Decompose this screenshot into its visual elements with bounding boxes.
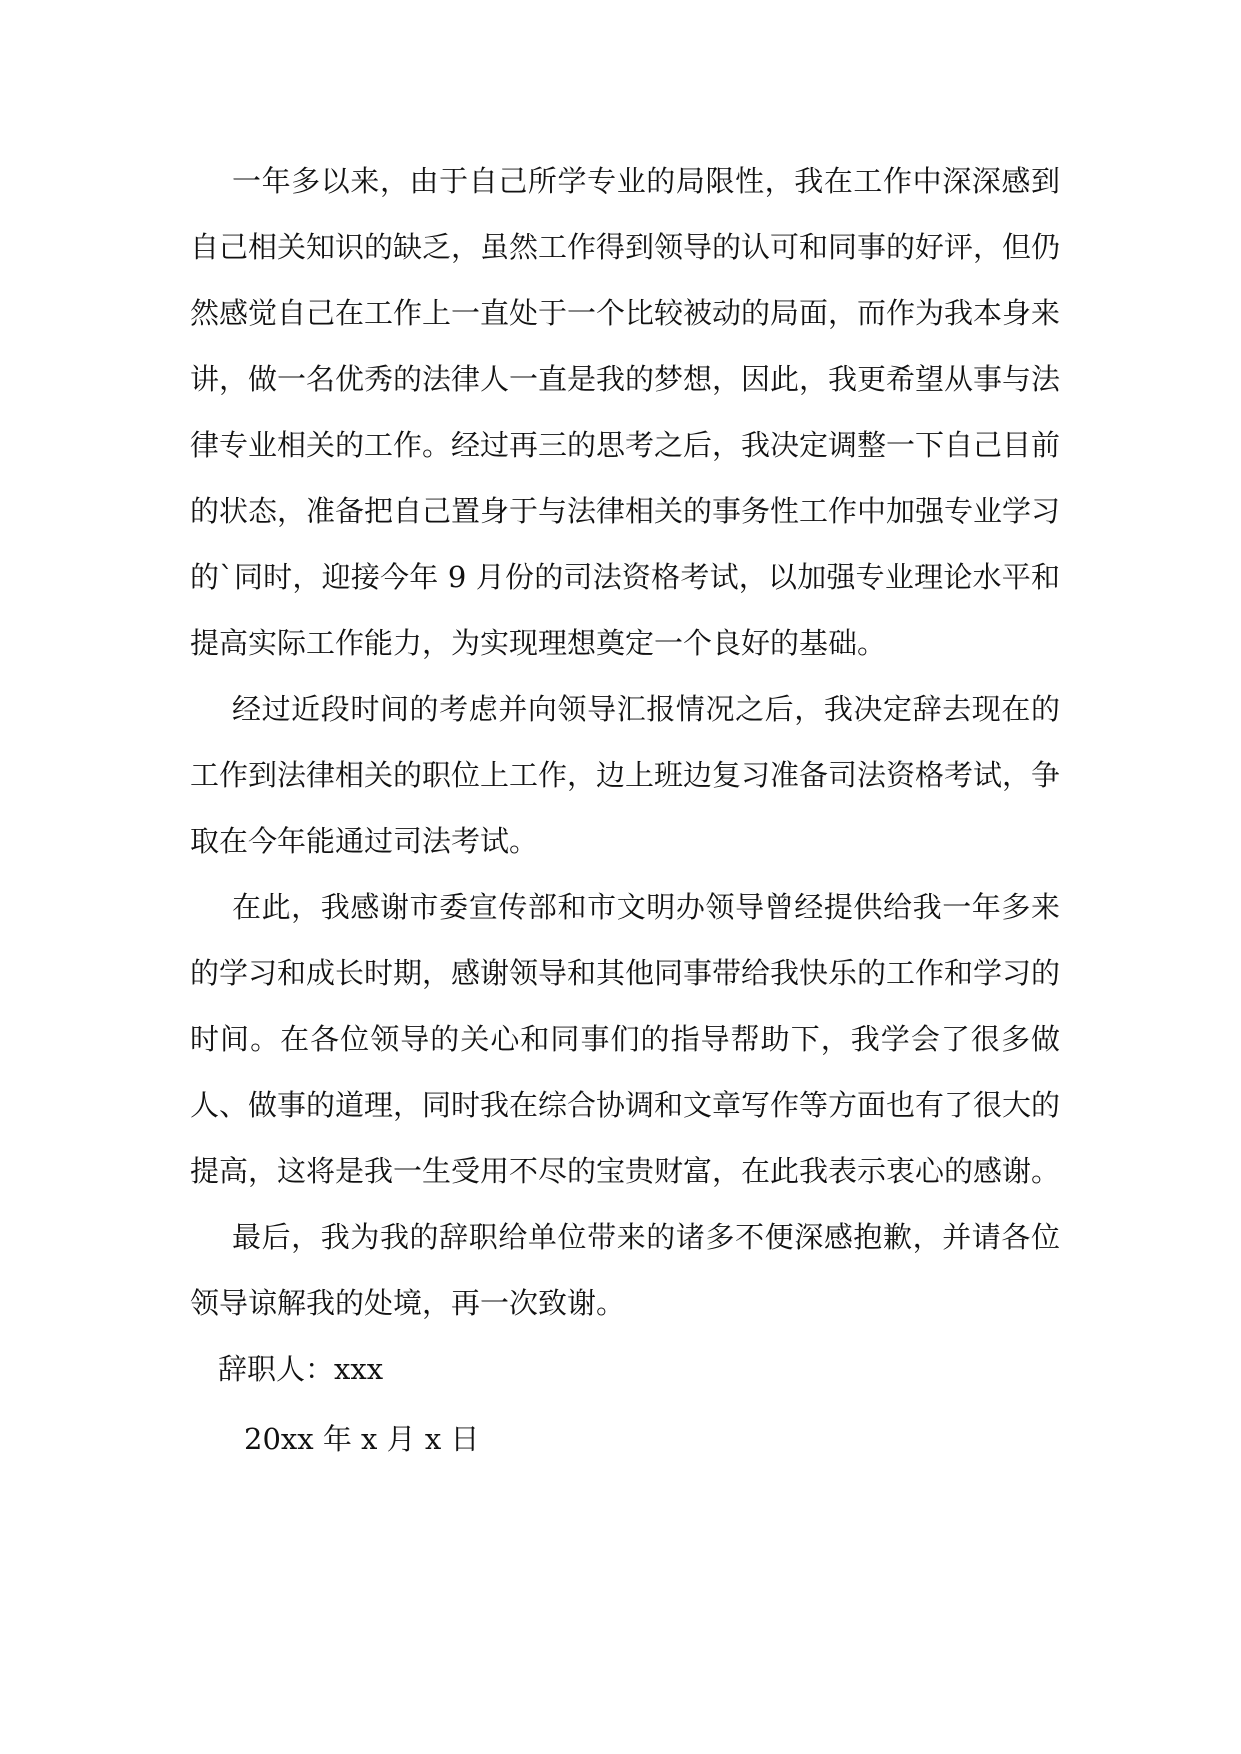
paragraph-2: 经过近段时间的考虑并向领导汇报情况之后，我决定辞去现在的工作到法律相关的职位上工作，边上班边复习准备司法资格考试，争取在今年能通过司法考试。	[190, 692, 1061, 858]
paragraph-1: 一年多以来，由于自己所学专业的局限性，我在工作中深深感到自己相关知识的缺乏，虽然工作得到领导的认可和同事的好评，但仍然感觉自己在工作上一直处于一个比较被动的局面，而作为我本身来讲，做一名优秀的法律人一直是我的梦想，因此，我更希望从事与法律专业相关的工作。经过再三的思考之后，我决定调整一下自己目前的状态，准备把自己置身于与法律相关的事务性工作中加强专业学习的`同时，迎接今年 9 月份的司法资格考试，以加强专业理论水平和提高实际工作能力，为实现理想奠定一个良好的基础。	[190, 164, 1061, 660]
signer-line: 辞职人：xxx	[218, 1352, 384, 1386]
date-line: 20xx 年 x 月 x 日	[244, 1422, 480, 1456]
paragraph-3: 在此，我感谢市委宣传部和市文明办领导曾经提供给我一年多来的学习和成长时期，感谢领导和其他同事带给我快乐的工作和学习的时间。在各位领导的关心和同事们的指导帮助下，我学会了很多做人、做事的道理，同时我在综合协调和文章写作等方面也有了很大的提高，这将是我一生受用不尽的宝贵财富，在此我表示衷心的感谢。	[190, 890, 1061, 1188]
letter-body	[190, 148, 1060, 1472]
paragraph-4: 最后，我为我的辞职给单位带来的诸多不便深感抱歉，并请各位领导谅解我的处境，再一次致谢。	[190, 1220, 1060, 1320]
